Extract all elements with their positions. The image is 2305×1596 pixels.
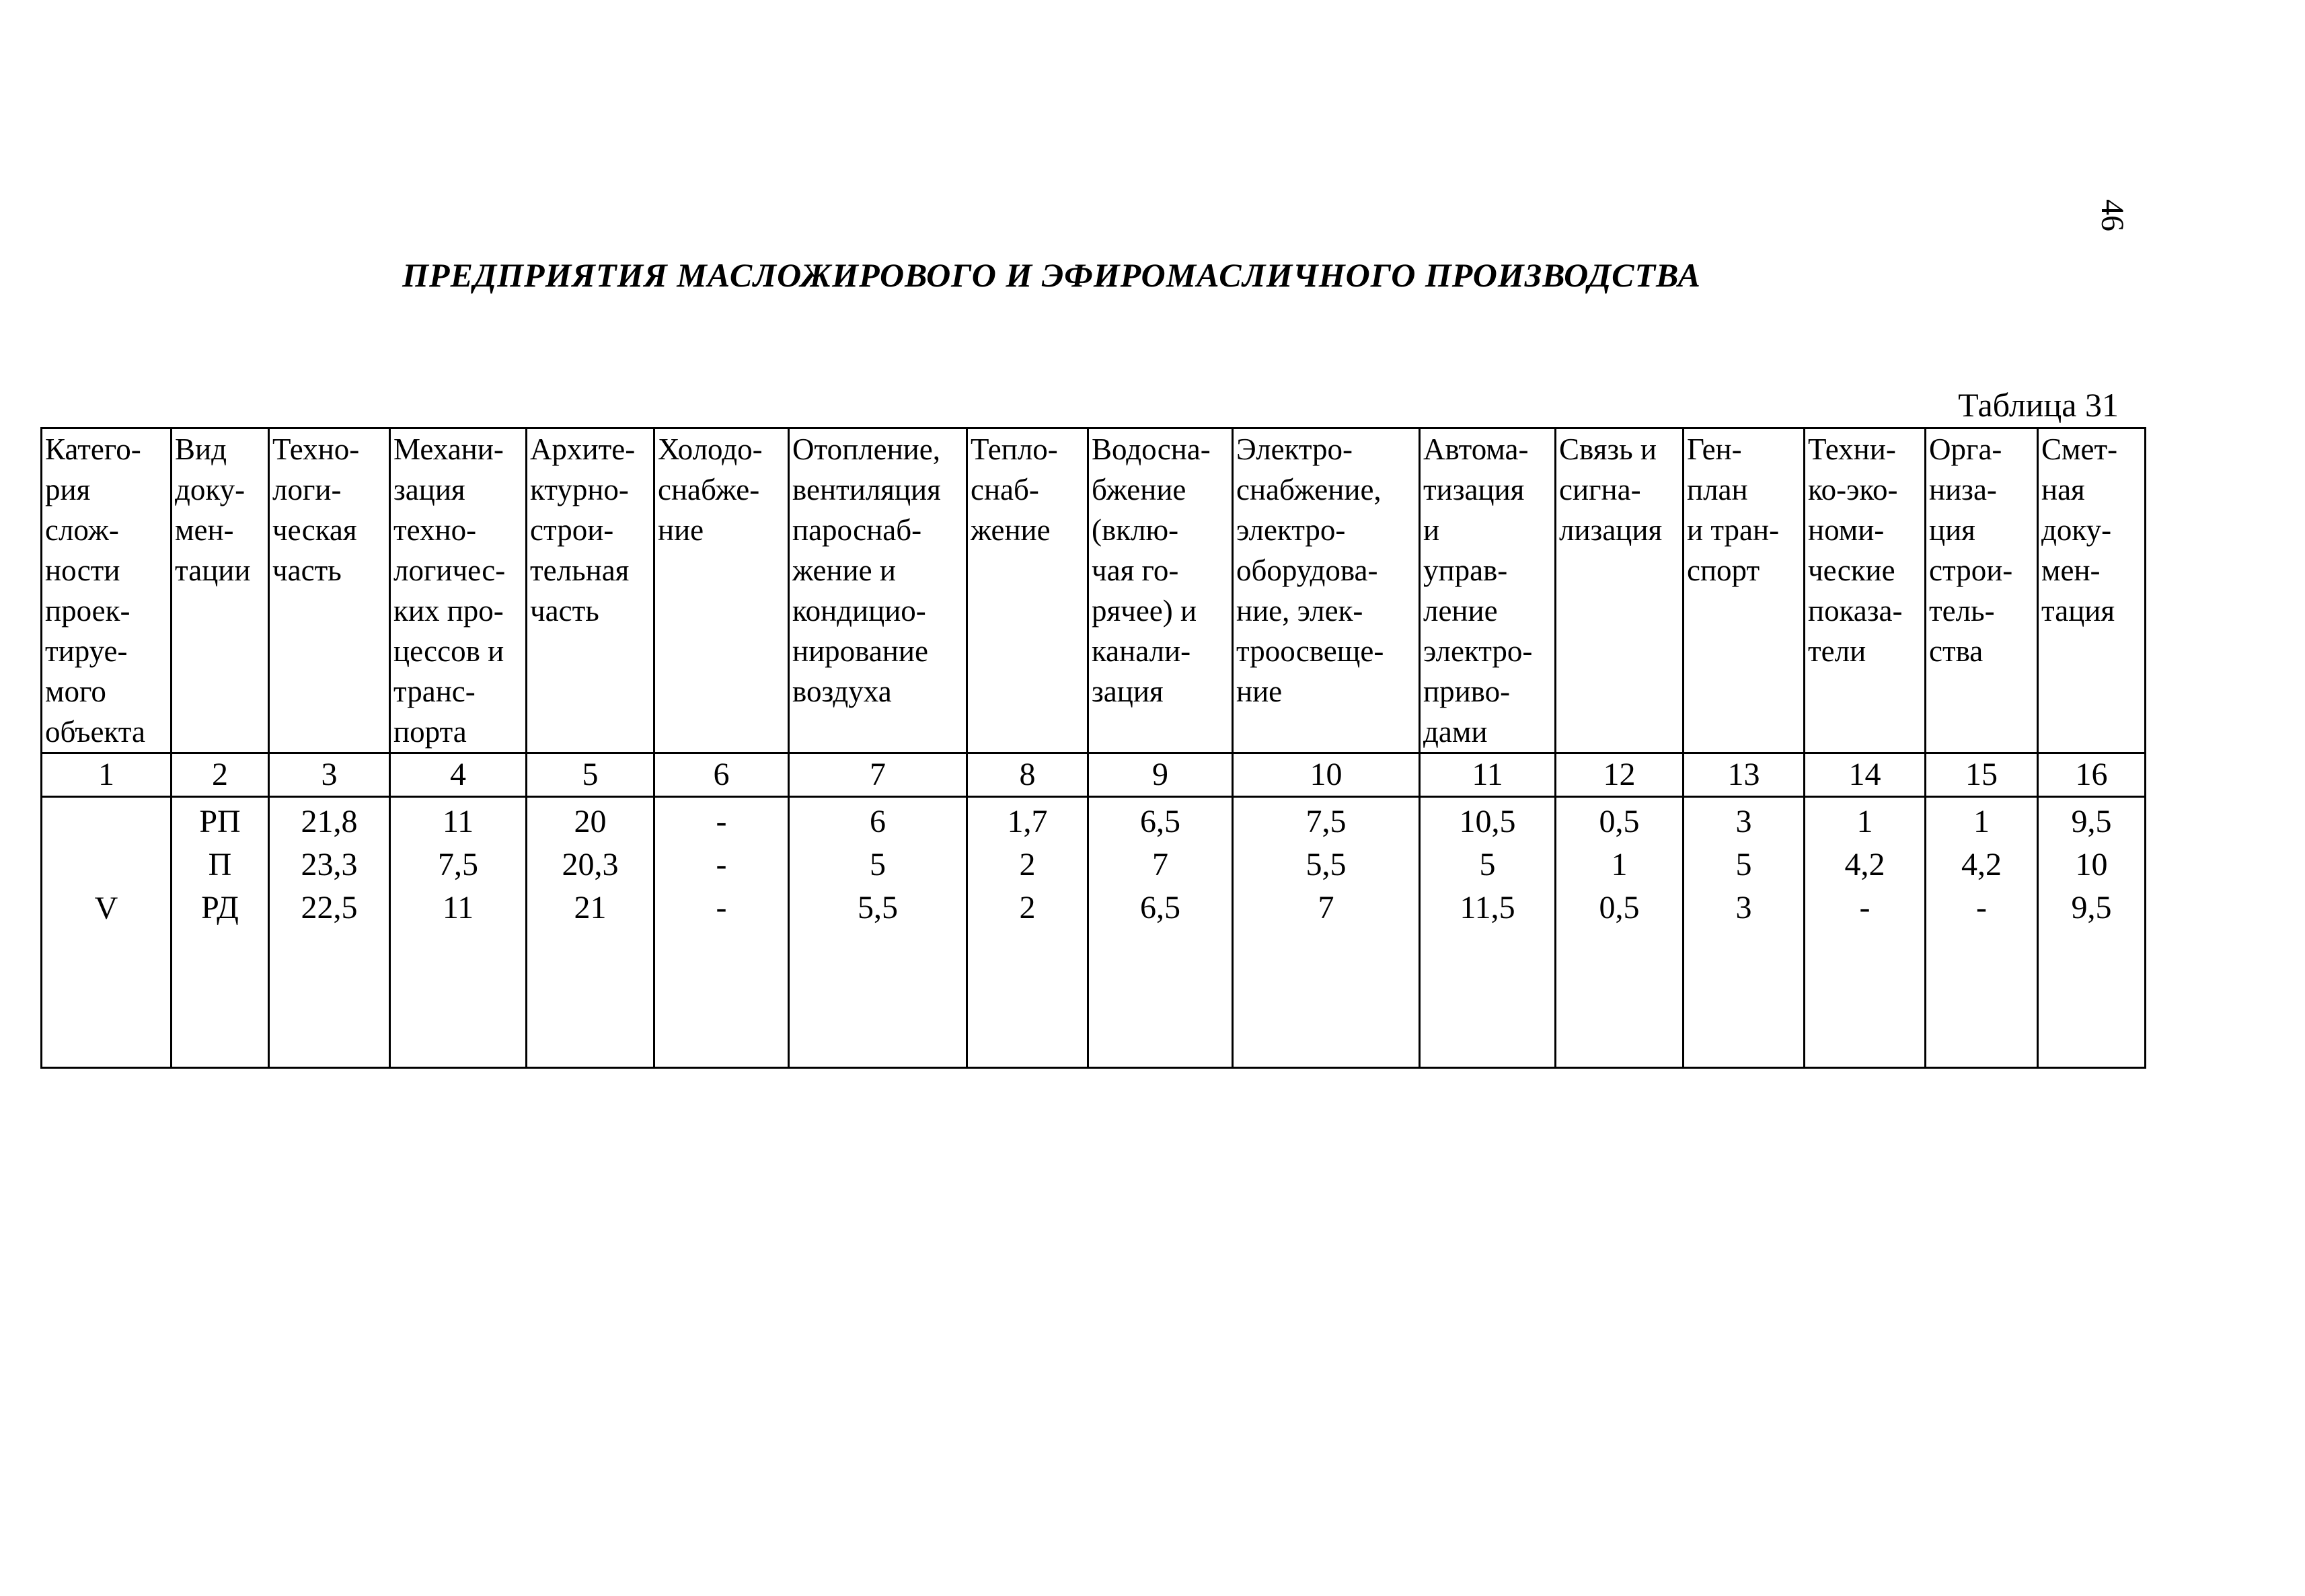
cell-value: 1: [1611, 847, 1628, 882]
cell-value: 0,5: [1599, 804, 1640, 839]
cost-distribution-table: [40, 427, 2146, 1069]
category-cell: V: [42, 797, 172, 1068]
cell-value: -: [716, 890, 727, 925]
column-number: 2: [172, 753, 269, 797]
column-number: 4: [390, 753, 527, 797]
column-header: Смет- ная доку- мен- тация: [2038, 428, 2146, 753]
table-row: [42, 797, 2146, 1068]
cell-value: 0,5: [1599, 890, 1640, 925]
cell-value: -: [1976, 890, 1987, 925]
column-number: 15: [1926, 753, 2038, 797]
value-cell: [1556, 797, 1684, 1068]
value-cell: [1805, 797, 1926, 1068]
cell-value: -: [716, 847, 727, 882]
column-number: 6: [654, 753, 789, 797]
column-number: 7: [789, 753, 967, 797]
value-cell: [967, 797, 1088, 1068]
doc-type: РП: [199, 804, 241, 839]
cell-value: 1: [1973, 804, 1990, 839]
cell-value: 7: [1318, 890, 1334, 925]
doc-type: П: [208, 847, 232, 882]
value-cell: [1420, 797, 1556, 1068]
cell-value: 7: [1152, 847, 1168, 882]
cell-value: 21,8: [301, 804, 358, 839]
column-number: 5: [527, 753, 654, 797]
cell-value: 5,5: [1306, 847, 1347, 882]
cell-value: 9,5: [2071, 890, 2112, 925]
value-cell: [1926, 797, 2038, 1068]
value-cell: [1684, 797, 1805, 1068]
cell-value: 1: [1856, 804, 1873, 839]
cell-value: 10: [2075, 847, 2108, 882]
column-header: Автома- тизация и управ- ление электро- приво- дами: [1420, 428, 1556, 753]
cell-value: 20,3: [562, 847, 619, 882]
cell-value: 3: [1735, 890, 1752, 925]
cell-value: 5: [870, 847, 886, 882]
cell-value: 7,5: [1306, 804, 1347, 839]
page-number: 46: [2094, 199, 2130, 231]
value-cell: [527, 797, 654, 1068]
value-cell: [2038, 797, 2146, 1068]
table-caption: Таблица 31: [1958, 386, 2119, 424]
cell-value: 7,5: [438, 847, 478, 882]
column-header: Архите- ктурно- строи- тельная часть: [527, 428, 654, 753]
cell-value: 11,5: [1460, 890, 1515, 925]
cell-value: 5: [1479, 847, 1496, 882]
value-cell: [269, 797, 390, 1068]
column-header: Катего- рия слож- ности проек- тируе- мого объекта: [42, 428, 172, 753]
column-header: Вид доку- мен- тации: [172, 428, 269, 753]
cell-value: 3: [1735, 804, 1752, 839]
column-header: Орга- низа- ция строи- тель- ства: [1926, 428, 2038, 753]
cell-value: 23,3: [301, 847, 358, 882]
cell-value: 2: [1019, 890, 1036, 925]
column-number: 13: [1684, 753, 1805, 797]
column-header: Водосна- бжение (вклю- чая го- рячее) и канали- зация: [1088, 428, 1233, 753]
cell-value: 21: [574, 890, 607, 925]
column-number: 9: [1088, 753, 1233, 797]
value-cell: [654, 797, 789, 1068]
column-header: Ген- план и тран- спорт: [1684, 428, 1805, 753]
column-header: Тепло- снаб- жение: [967, 428, 1088, 753]
column-number: 10: [1233, 753, 1420, 797]
cell-value: 5,5: [858, 890, 898, 925]
column-number: 16: [2038, 753, 2146, 797]
cell-value: 6,5: [1140, 804, 1180, 839]
cell-value: 4,2: [1961, 847, 2002, 882]
column-number: 3: [269, 753, 390, 797]
cell-value: 6,5: [1140, 890, 1180, 925]
cell-value: 22,5: [301, 890, 358, 925]
cell-value: 11: [442, 890, 474, 925]
value-cell: [789, 797, 967, 1068]
value-cell: [1088, 797, 1233, 1068]
column-number: 12: [1556, 753, 1684, 797]
column-header: Техно- логи- ческая часть: [269, 428, 390, 753]
column-header: Механи- зация техно- логичес- ких про- цессов и транс- порта: [390, 428, 527, 753]
column-number: 11: [1420, 753, 1556, 797]
column-header: Отопление, вентиляция пароснаб- жение и кондицио- нирование воздуха: [789, 428, 967, 753]
column-header: Электро- снабжение, электро- оборудова- ние, элек- троосвеще- ние: [1233, 428, 1420, 753]
cell-value: 1,7: [1007, 804, 1048, 839]
column-number: 1: [42, 753, 172, 797]
header-row: [42, 428, 2146, 753]
column-number: 8: [967, 753, 1088, 797]
value-cell: [390, 797, 527, 1068]
cell-value: 5: [1735, 847, 1752, 882]
cell-value: 2: [1019, 847, 1036, 882]
page-title: ПРЕДПРИЯТИЯ МАСЛОЖИРОВОГО И ЭФИРОМАСЛИЧНОГО ПРОИЗВОДСТВА: [402, 256, 1701, 294]
doc-type-cell: [172, 797, 269, 1068]
cell-value: 4,2: [1844, 847, 1885, 882]
cell-value: 10,5: [1459, 804, 1516, 839]
column-header: Техни- ко-эко- номи- ческие показа- тели: [1805, 428, 1926, 753]
column-number: 14: [1805, 753, 1926, 797]
column-header: Холодо- снабже- ние: [654, 428, 789, 753]
cell-value: 20: [574, 804, 607, 839]
column-header: Связь и сигна- лизация: [1556, 428, 1684, 753]
value-cell: [1233, 797, 1420, 1068]
cell-value: 11: [442, 804, 474, 839]
doc-type: РД: [201, 890, 239, 925]
column-number-row: [42, 753, 2146, 797]
cell-value: -: [716, 804, 727, 839]
cell-value: 9,5: [2071, 804, 2112, 839]
cell-value: 6: [870, 804, 886, 839]
cell-value: -: [1859, 890, 1871, 925]
